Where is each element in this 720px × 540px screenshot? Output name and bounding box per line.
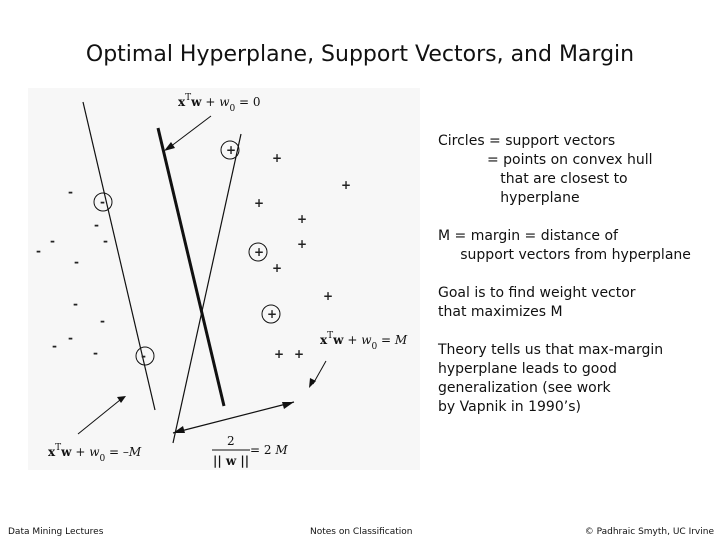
note-line: = points on convex hull: [438, 152, 653, 168]
positive-point: +: [226, 143, 237, 157]
positive-point: +: [297, 237, 308, 251]
negative-point: -: [100, 195, 105, 209]
note-line: generalization (see work: [438, 380, 611, 396]
negative-point: -: [52, 339, 57, 353]
note-line: Circles = support vectors: [438, 133, 616, 149]
negative-point: -: [100, 314, 105, 328]
positive-point: +: [323, 289, 334, 303]
negative-point: -: [103, 234, 108, 248]
svm-margin-figure: [28, 88, 420, 470]
negative-point: -: [68, 185, 73, 199]
note-line: that are closest to: [438, 171, 628, 187]
notes-block-goal: [438, 284, 710, 322]
positive-point: +: [254, 245, 265, 259]
margin-denominator: || w ||: [213, 454, 250, 468]
notes-block-support-vectors: [438, 132, 710, 208]
negative-point: -: [36, 244, 41, 258]
note-line: M = margin = distance of: [438, 228, 618, 244]
note-line: support vectors from hyperplane: [438, 247, 691, 263]
margin-numerator: 2: [227, 434, 235, 448]
notes-block-theory: [438, 341, 710, 417]
note-line: hyperplane leads to good: [438, 361, 617, 377]
note-line: Theory tells us that max-margin: [438, 342, 664, 358]
positive-point: +: [341, 178, 352, 192]
note-line: that maximizes M: [438, 304, 563, 320]
notes-block-margin: [438, 227, 710, 265]
footer-center: Notes on Classification: [310, 527, 413, 537]
note-line: hyperplane: [438, 190, 580, 206]
negative-point: -: [68, 331, 73, 345]
equation-negative-margin: $x^T_w + w_0$ = –M: [48, 443, 142, 464]
positive-point: +: [254, 196, 265, 210]
footer-left: Data Mining Lectures: [8, 527, 104, 537]
figure-background: [28, 88, 420, 470]
negative-point: -: [141, 349, 146, 363]
slide-title: Optimal Hyperplane, Support Vectors, and Margin: [85, 42, 635, 67]
positive-point: +: [274, 347, 285, 361]
note-line: by Vapnik in 1990’s): [438, 399, 581, 415]
explanation-notes: [438, 132, 710, 417]
positive-point: +: [297, 212, 308, 226]
equation-hyperplane: $x^T_w + w_0$ $^{= 0}$: [178, 93, 261, 114]
equation-positive-margin: $x^T_w + w_0$ = M: [320, 331, 408, 352]
negative-point: -: [73, 297, 78, 311]
negative-point: -: [50, 234, 55, 248]
positive-point: +: [267, 307, 278, 321]
negative-point: -: [74, 255, 79, 269]
negative-point: -: [93, 346, 98, 360]
positive-point: +: [272, 261, 283, 275]
footer-right: © Padhraic Smyth, UC Irvine: [584, 527, 714, 537]
positive-point: +: [272, 151, 283, 165]
negative-point: -: [94, 218, 99, 232]
positive-point: +: [294, 347, 305, 361]
margin-equation: = 2 M: [250, 443, 288, 457]
note-line: Goal is to find weight vector: [438, 285, 636, 301]
